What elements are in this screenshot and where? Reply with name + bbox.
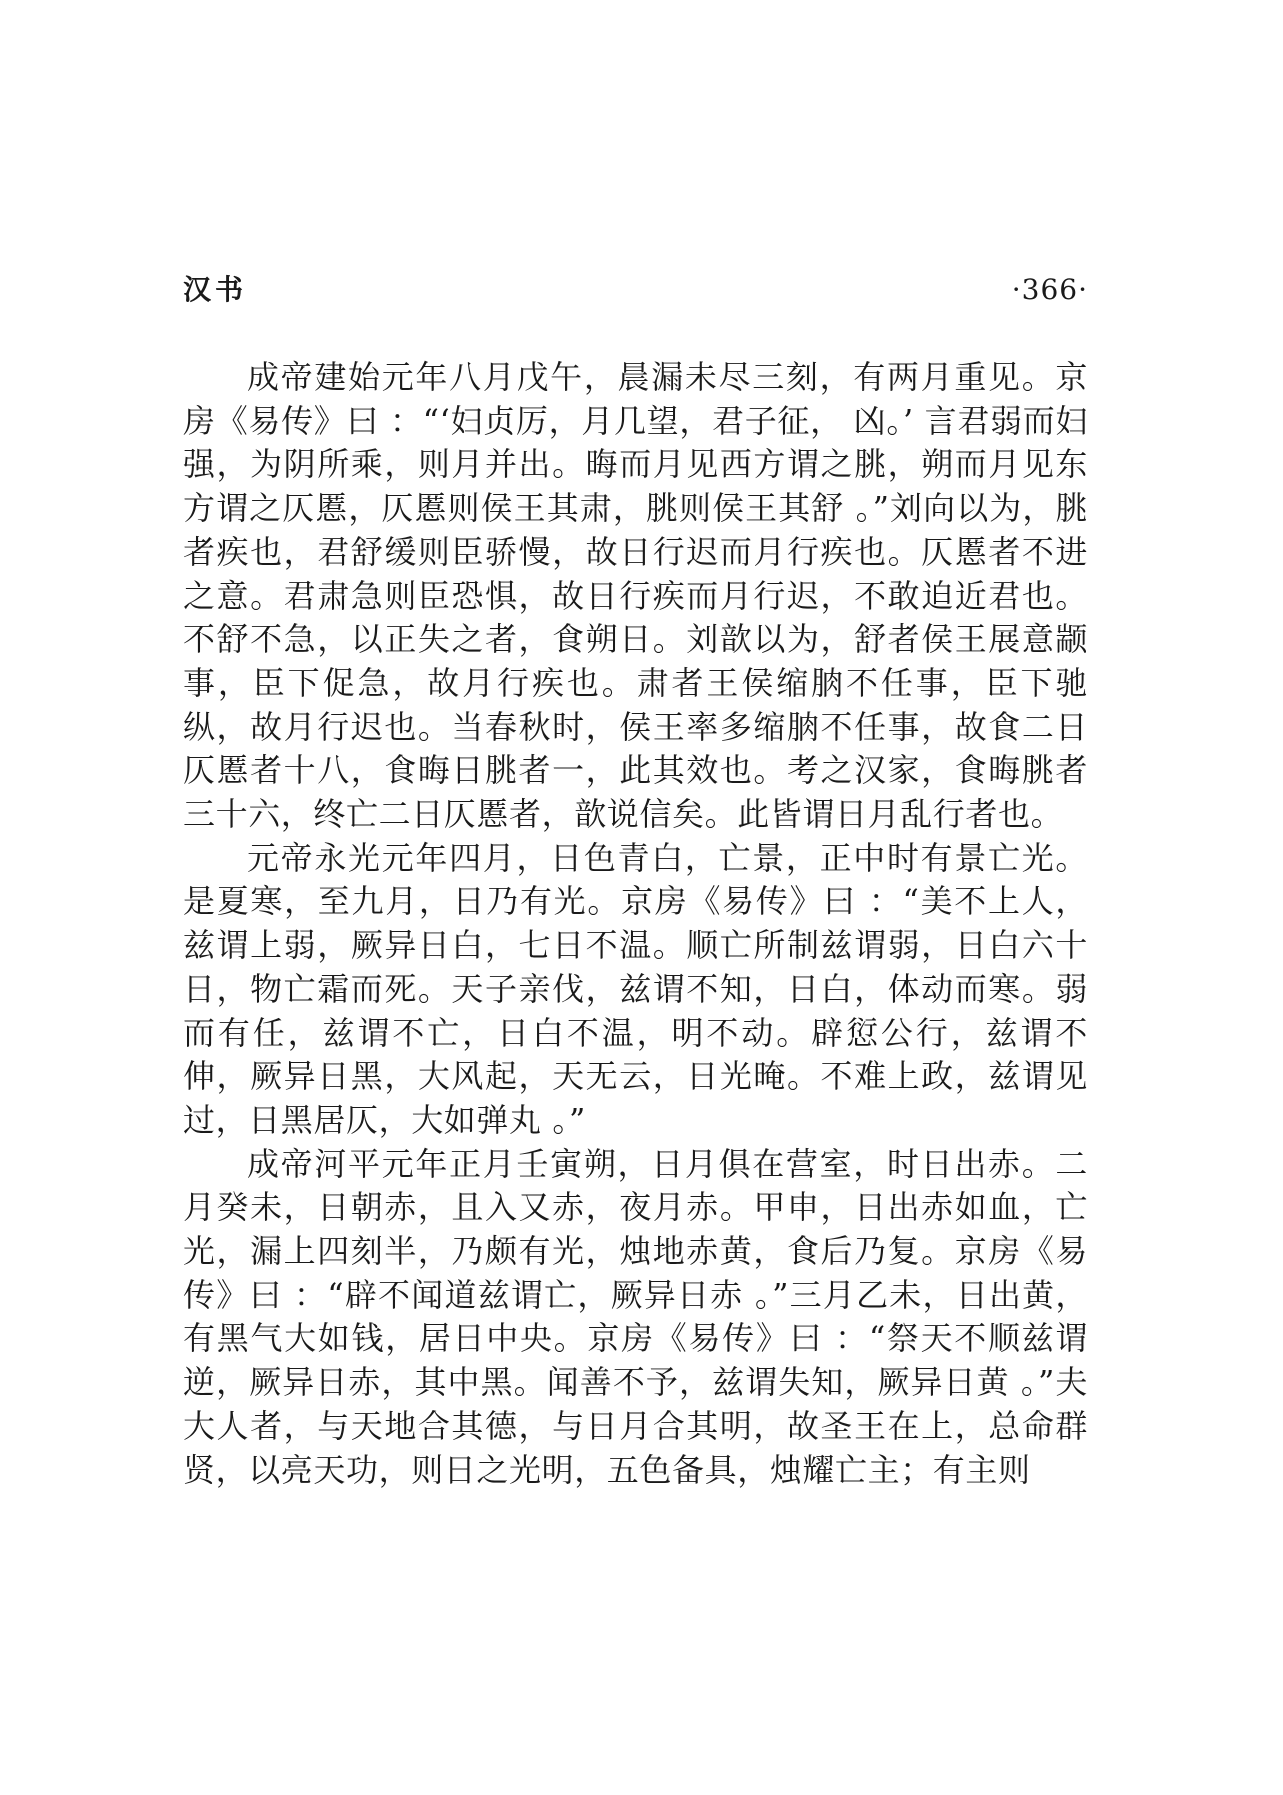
body-text: [183, 356, 1088, 1492]
book-title: 汉书: [183, 273, 248, 306]
paragraph: 元帝永光元年四月，日色青白，亡景，正中时有景亡光。是夏寒，至九月，日乃有光。京房《易传》曰 ：“美不上人，兹谓上弱，厥异日白，七日不温。顺亡所制兹谓弱，日白六十日，物亡霜而死。天子亲伐，兹谓不知，日白，体动而寒。弱而有任，兹谓不亡，日白不温，明不动。辟愆公行，兹谓不伸，厥异日黑，大风起，天无云，日光晻。不难上政，兹谓见过，日黑居仄，大如弹丸 。”: [183, 838, 1088, 1139]
paragraph: 成帝河平元年正月壬寅朔，日月俱在营室，时日出赤。二月癸未，日朝赤，且入又赤，夜月赤。甲申，日出赤如血，亡光，漏上四刻半，乃颇有光，烛地赤黄，食后乃复。京房《易传》曰 ：“辟不闻道兹谓亡，厥异日赤 。”三月乙未，日出黄，有黑气大如钱，居日中央。京房《易传》曰 ：“祭天不顺兹谓逆，厥异日赤，其中黑。闻善不予，兹谓失知，厥异日黄 。”夫大人者，与天地合其德，与日月合其明，故圣王在上，总命群贤，以亮天功，则日之光明，五色备具，烛耀亡主；有主则: [183, 1144, 1088, 1489]
paragraph: 成帝建始元年八月戊午，晨漏未尽三刻，有两月重见。京房《易传》曰 ：“‘妇贞厉，月几望，君子征， 凶。’ 言君弱而妇强，为阴所乘，则月并出。晦而月见西方谓之朓，朔而月见东方谓之仄慝，仄慝则侯王其肃，朓则侯王其舒 。”刘向以为，朓者疾也，君舒缓则臣骄慢，故日行迟而月行疾也。仄慝者不进之意。君肃急则臣恐惧，故日行疾而月行迟，不敢迫近君也。不舒不急，以正失之者，食朔日。刘歆以为，舒者侯王展意颛事，臣下促急，故月行疾也。肃者王侯缩朒不任事，臣下驰纵，故月行迟也。当春秋时，侯王率多缩朒不任事，故食二日仄慝者十八，食晦日朓者一，此其效也。考之汉家，食晦朓者三十六，终亡二日仄慝者，歆说信矣。此皆谓日月乱行者也。: [183, 358, 1088, 834]
running-header: [183, 270, 1088, 310]
page-number: ·366·: [1011, 273, 1088, 306]
